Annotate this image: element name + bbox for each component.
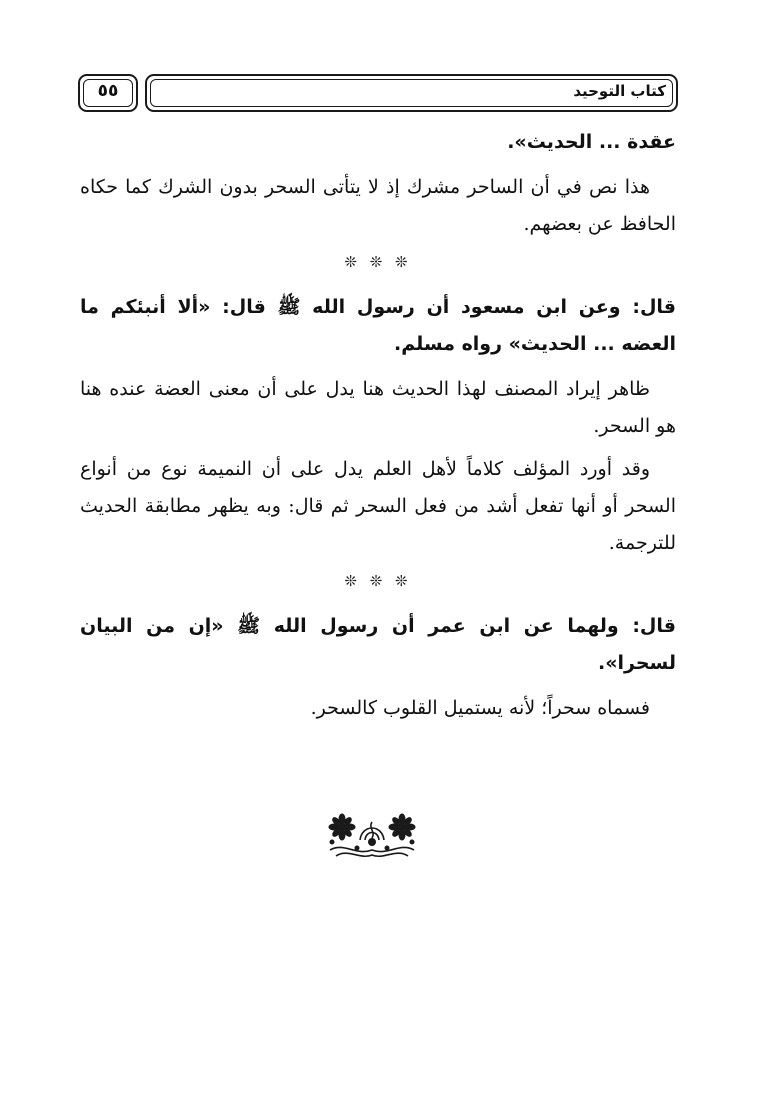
commentary-paragraph: وقد أورد المؤلف كلاماً لأهل العلم يدل على أن النميمة نوع من أنواع السحر أو أنها تفعل أشد من فعل السحر ثم قال: وبه يظهر مطابقة الحديث للترجمة. — [80, 458, 676, 554]
commentary-paragraph: ظاهر إيراد المصنف لهذا الحديث هنا يدل على أن معنى العضة عنده هنا هو السحر. — [80, 378, 676, 437]
commentary-paragraph: فسماه سحراً؛ لأنه يستميل القلوب كالسحر. — [310, 697, 650, 719]
commentary-paragraph: هذا نص في أن الساحر مشرك إذ لا يتأتى السحر بدون الشرك كما حكاه الحافظ عن بعضهم. — [80, 176, 676, 235]
header-title-frame — [145, 74, 678, 112]
page-number: ٥٥ — [97, 81, 119, 101]
floral-ornament-icon — [322, 812, 422, 860]
page-number-frame — [78, 74, 138, 112]
book-title: كتاب التوحيد — [573, 82, 666, 100]
hadith-ibn-masud: قال: وعن ابن مسعود أن رسول الله ﷺ قال: «ألا أنبئكم ما العضه ... الحديث» رواه مسلم. — [80, 296, 676, 355]
hadith-ending: عقدة ... الحديث». — [507, 131, 676, 153]
hadith-ibn-umar: قال: ولهما عن ابن عمر أن رسول الله ﷺ «إن من البيان لسحرا». — [80, 615, 676, 674]
section-separator: ❊ ❊ ❊ — [344, 572, 412, 590]
page-body — [80, 124, 676, 733]
section-separator: ❊ ❊ ❊ — [344, 253, 412, 271]
